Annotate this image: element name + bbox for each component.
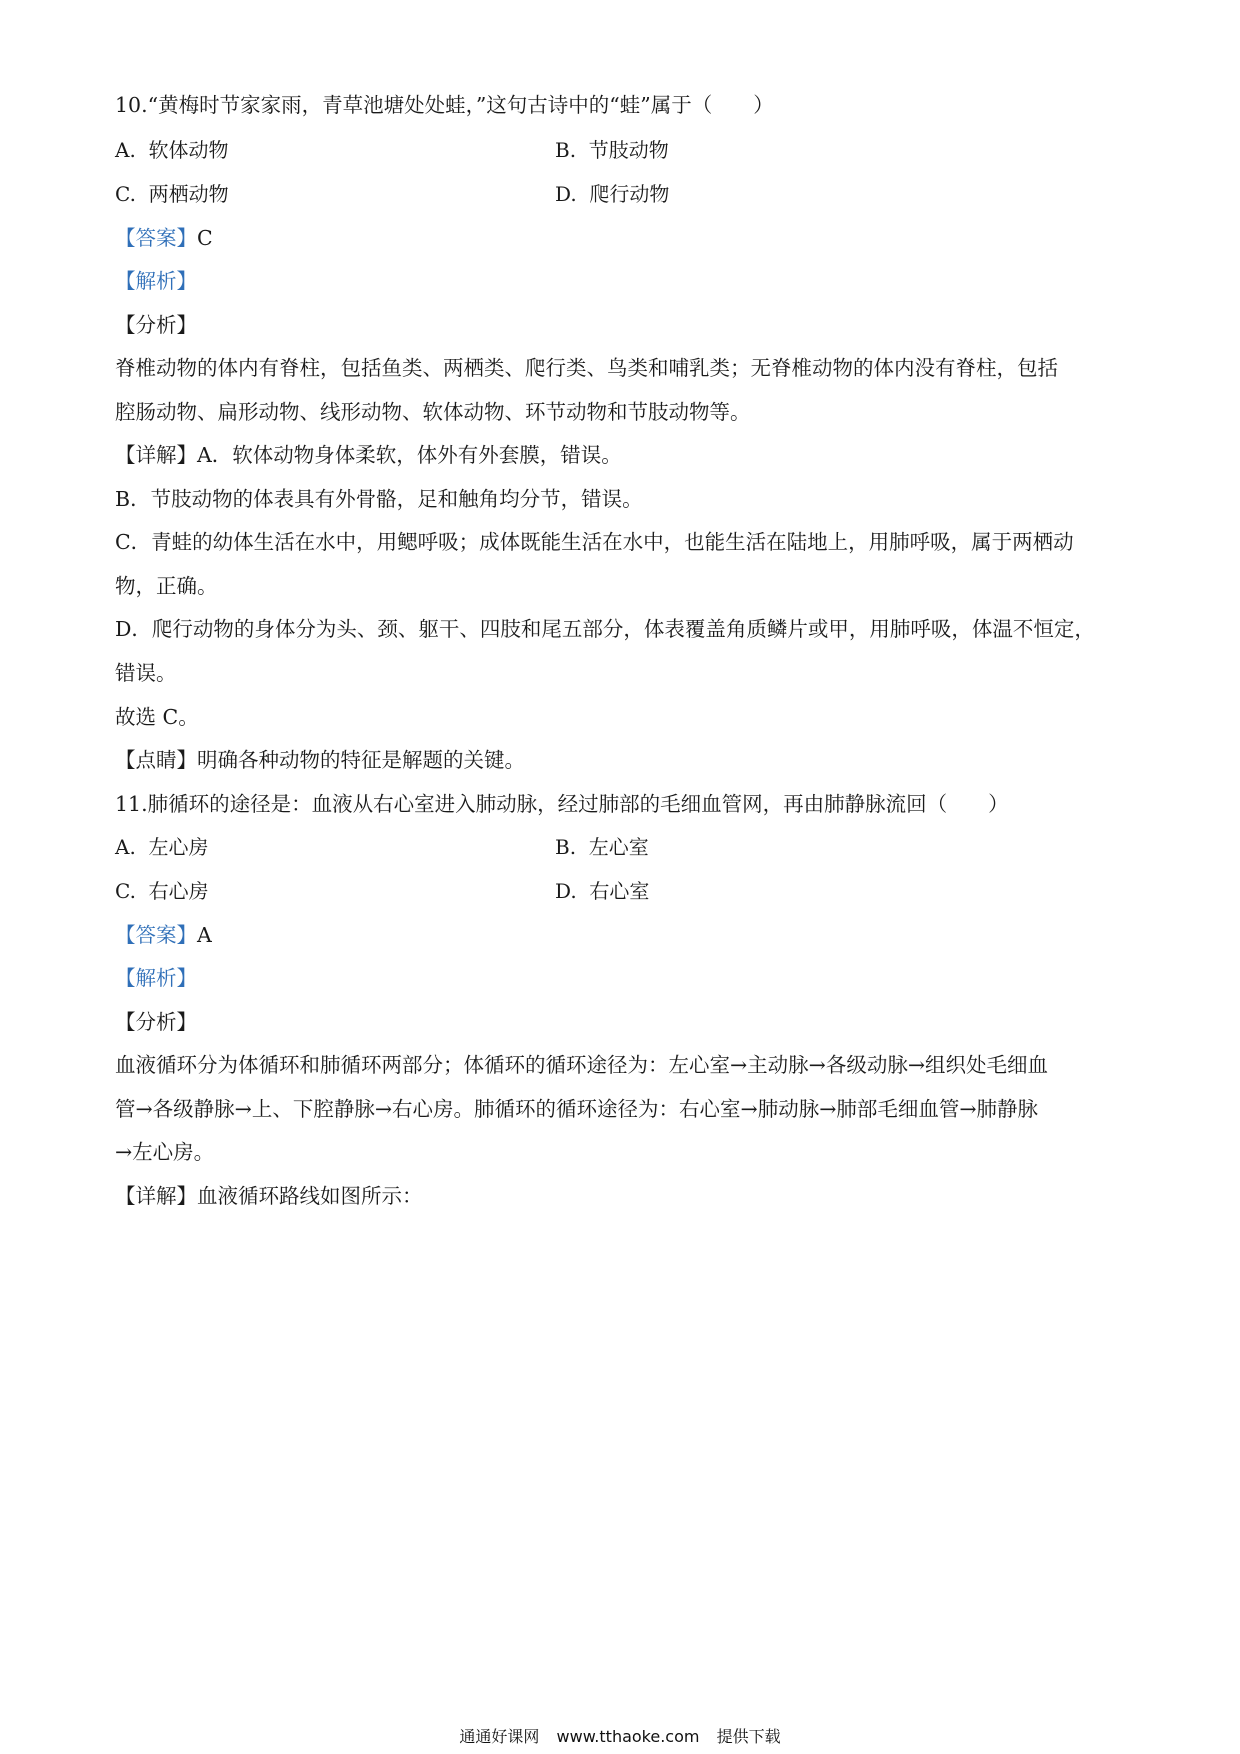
option-text: 右心房 [148, 879, 209, 903]
option-text: 爬行动物 [589, 182, 670, 206]
q10-option-b [555, 135, 669, 165]
q11-fenxi-line-1: 血液循环分为体循环和肺循环两部分；体循环的循环途径为：左心室→主动脉→各级动脉→组织处毛细血 [115, 1053, 1049, 1077]
option-key: C. [115, 879, 136, 903]
option-key: B. [555, 138, 577, 162]
q10-xiangjie-line-4a: D．爬行动物的身体分为头、颈、躯干、四肢和尾五部分，体表覆盖角质鳞片或甲，用肺呼吸，体温不恒定， [115, 617, 1095, 641]
page-footer [0, 1724, 1240, 1747]
q10-xiangjie-line-4b: 错误。 [115, 661, 177, 685]
option-text: 左心室 [588, 835, 649, 859]
option-key: C. [115, 182, 136, 206]
option-text: 节肢动物 [588, 138, 669, 162]
q10-option-a [115, 135, 229, 165]
q10-xiangjie-line-1: 【详解】A．软体动物身体柔软，体外有外套膜，错误。 [115, 443, 622, 467]
q11-stem: 11.肺循环的途径是：血液从右心室进入肺动脉，经过肺部的毛细血管网，再由肺静脉流回（ ） [115, 792, 1009, 816]
q10-conclusion: 故选 C。 [115, 705, 199, 729]
footer-url[interactable]: www.tthaoke.com [556, 1727, 700, 1746]
option-text: 右心室 [589, 879, 650, 903]
footer-note: 提供下载 [716, 1727, 781, 1746]
option-key: D. [555, 879, 577, 903]
q10-xiangjie-line-2: B．节肢动物的体表具有外骨骼，足和触角均分节，错误。 [115, 487, 643, 511]
option-key: A. [115, 835, 136, 859]
q10-xiangjie-line-3a: C．青蛙的幼体生活在水中，用鳃呼吸；成体既能生活在水中，也能生活在陆地上，用肺呼吸，属于两栖动 [115, 530, 1074, 554]
q11-option-a [115, 832, 209, 862]
answer-value: C [197, 226, 213, 250]
q10-answer [115, 223, 213, 253]
q11-fenxi-tag: 【分析】 [115, 1010, 197, 1034]
option-text: 软体动物 [148, 138, 229, 162]
q11-xiangjie-line-1: 【详解】血液循环路线如图所示： [115, 1184, 423, 1208]
q10-dianjing: 【点睛】明确各种动物的特征是解题的关键。 [115, 748, 525, 772]
q10-xiangjie-line-3b: 物，正确。 [115, 574, 218, 598]
q10-option-d [555, 179, 669, 209]
option-key: D. [555, 182, 577, 206]
q10-stem: 10.“黄梅时节家家雨，青草池塘处处蛙，”这句古诗中的“蛙”属于（ ） [115, 93, 774, 117]
footer-site-name: 通通好课网 [459, 1727, 540, 1746]
answer-value: A [197, 923, 212, 947]
q11-option-c [115, 876, 209, 906]
option-key: A. [115, 138, 136, 162]
answer-tag: 【答案】 [115, 226, 197, 250]
q11-answer [115, 920, 212, 950]
answer-tag: 【答案】 [115, 923, 197, 947]
q11-fenxi-line-3: →左心房。 [115, 1140, 215, 1164]
option-text: 两栖动物 [148, 182, 229, 206]
q11-option-d [555, 876, 649, 906]
q10-fenxi-tag: 【分析】 [115, 313, 197, 337]
q11-analysis-tag: 【解析】 [115, 966, 197, 990]
option-text: 左心房 [148, 835, 209, 859]
q10-fenxi-line-1: 脊椎动物的体内有脊柱，包括鱼类、两栖类、爬行类、鸟类和哺乳类；无脊椎动物的体内没有脊柱，包括 [115, 356, 1058, 380]
q10-option-c [115, 179, 229, 209]
option-key: B. [555, 835, 577, 859]
q11-option-b [555, 832, 649, 862]
q10-fenxi-line-2: 腔肠动物、扁形动物、线形动物、软体动物、环节动物和节肢动物等。 [115, 400, 751, 424]
q10-analysis-tag: 【解析】 [115, 269, 197, 293]
q11-fenxi-line-2: 管→各级静脉→上、下腔静脉→右心房。肺循环的循环途径为：右心室→肺动脉→肺部毛细血管→肺静脉 [115, 1097, 1039, 1121]
